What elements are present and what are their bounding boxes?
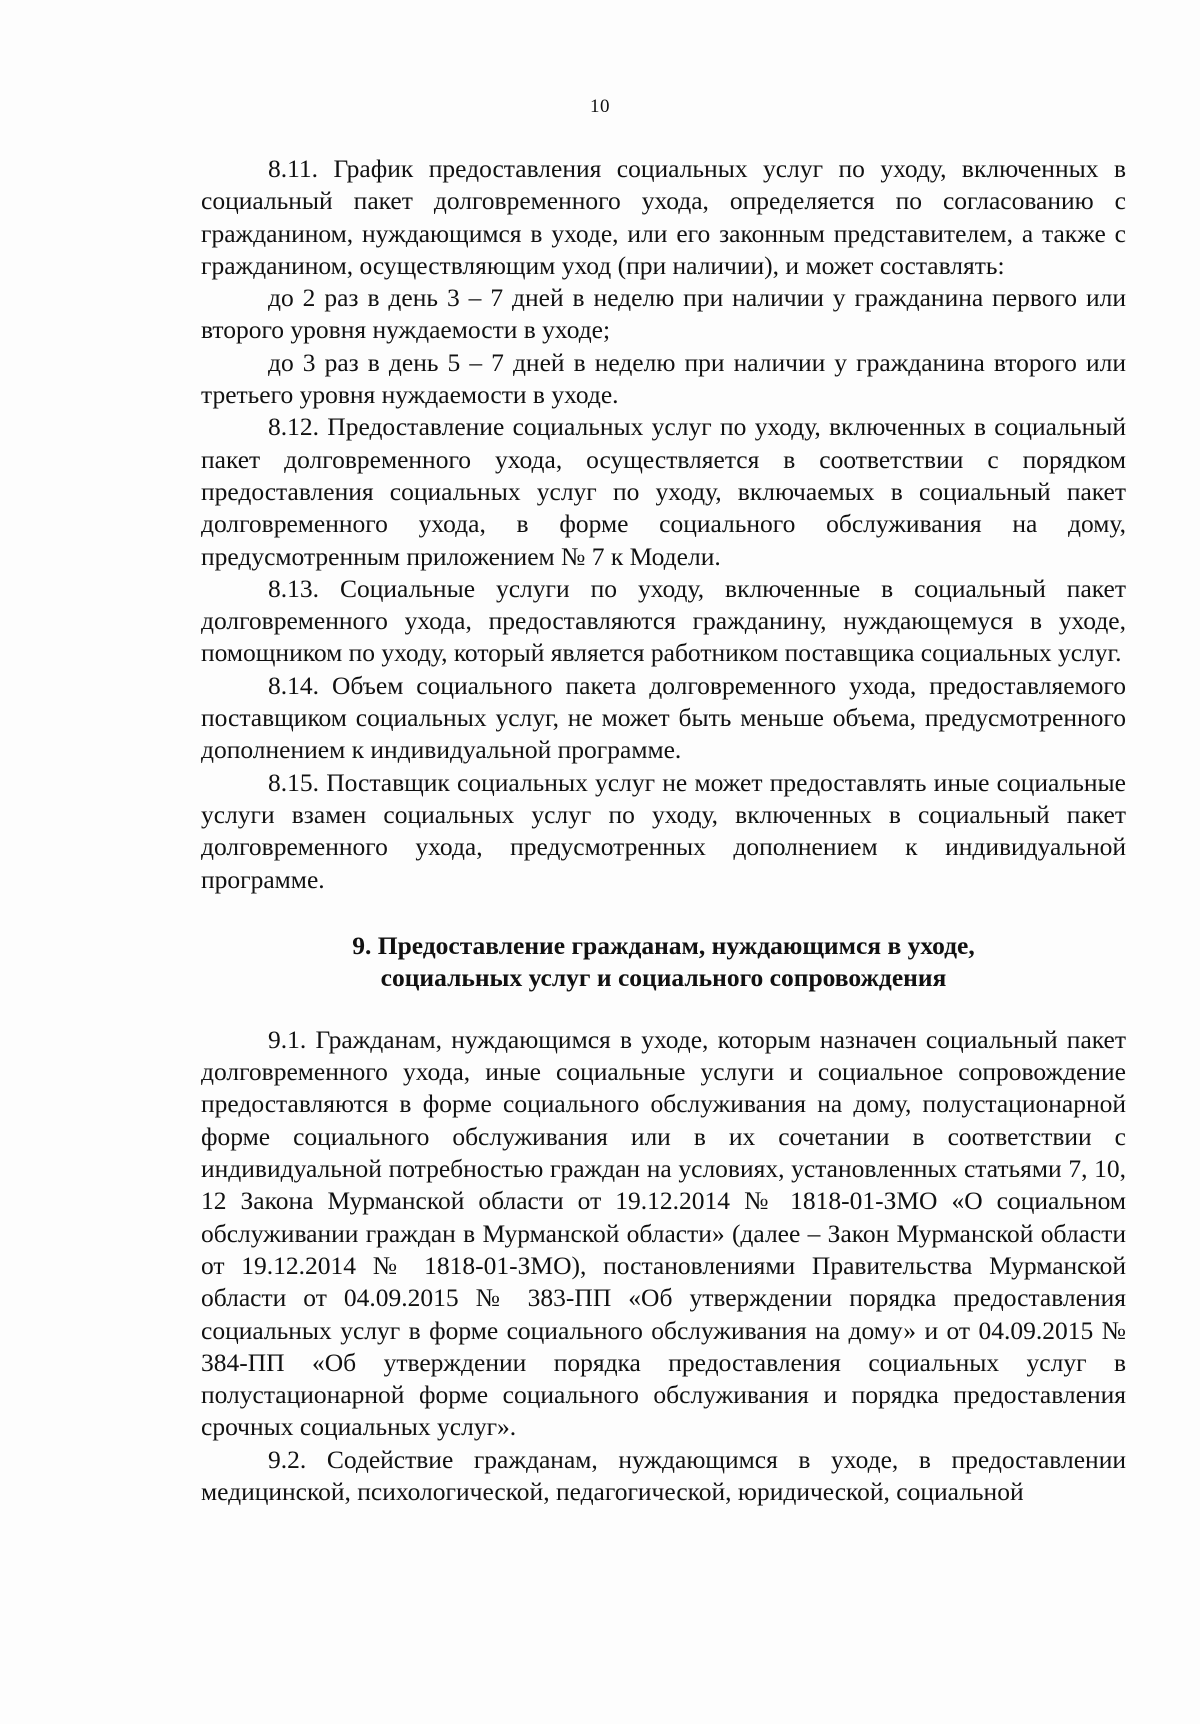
section-9-heading-line-1: 9. Предоставление гражданам, нуждающимся в уходе, <box>352 930 975 960</box>
paragraph-8-13: 8.13. Социальные услуги по уходу, включенные в социальный пакет долговременного ухода, предоставляются гражданину, нуждающемуся в уходе, помощником по уходу, который является работником поставщика социальных услуг. <box>201 573 1126 668</box>
paragraph-schedule-level-2-3: до 3 раз в день 5 – 7 дней в неделю при наличии у гражданина второго или третьего уровня нуждаемости в уходе. <box>201 347 1126 410</box>
page-number: 10 <box>590 96 610 117</box>
document-body <box>201 153 1126 1508</box>
paragraph-8-12: 8.12. Предоставление социальных услуг по уходу, включенных в социальный пакет долговременного ухода, осуществляется в соответствии с порядком предоставления социальных услуг по уходу, включаемых в социальный пакет долговременного ухода, в форме социального обслуживания на дому, предусмотренным приложением № 7 к Модели. <box>201 412 1126 571</box>
paragraph-8-14: 8.14. Объем социального пакета долговременного ухода, предоставляемого поставщиком социальных услуг, не может быть меньше объема, предусмотренного дополнением к индивидуальной программе. <box>201 670 1126 765</box>
paragraph-schedule-level-1-2: до 2 раз в день 3 – 7 дней в неделю при наличии у гражданина первого или второго уровня нуждаемости в уходе; <box>201 283 1126 345</box>
section-9-heading <box>201 930 1126 994</box>
paragraph-9-1: 9.1. Гражданам, нуждающимся в уходе, которым назначен социальный пакет долговременного ухода, иные социальные услуги и социальное сопровождение предоставляются в форме социального обслуживания на дому, полустационарной форме социального обслуживания или в их сочетании в соответствии с индивидуальной потребностью граждан на условиях, установленных статьями 7, 10, 12 Закона Мурманской области от 19.12.2014 № 1818-01-ЗМО «О социальном обслуживании граждан в Мурманской области» (далее – Закон Мурманской области от 19.12.2014 № 1818-01-ЗМО), постановлениями Правительства Мурманской области от 04.09.2015 № 383-ПП «Об утверждении порядка предоставления социальных услуг в форме социального обслуживания на дому» и от 04.09.2015 № 384-ПП «Об утверждении порядка предоставления социальных услуг в полустационарной форме социального обслуживания и порядка предоставления срочных социальных услуг». <box>201 1024 1126 1442</box>
paragraph-9-2: 9.2. Содействие гражданам, нуждающимся в уходе, в предоставлении медицинской, психологической, педагогической, юридической, социальной <box>201 1444 1126 1506</box>
section-9-heading-line-2: социальных услуг и социального сопровождения <box>380 962 947 992</box>
paragraph-8-11: 8.11. График предоставления социальных услуг по уходу, включенных в социальный пакет долговременного ухода, определяется по согласованию с гражданином, нуждающимся в уходе, или его законным представителем, а также с гражданином, осуществляющим уход (при наличии), и может составлять: <box>201 154 1126 280</box>
paragraph-8-15: 8.15. Поставщик социальных услуг не может предоставлять иные социальные услуги взамен социальных услуг по уходу, включенных в социальный пакет долговременного ухода, предусмотренных дополнением к индивидуальной программе. <box>201 767 1126 894</box>
